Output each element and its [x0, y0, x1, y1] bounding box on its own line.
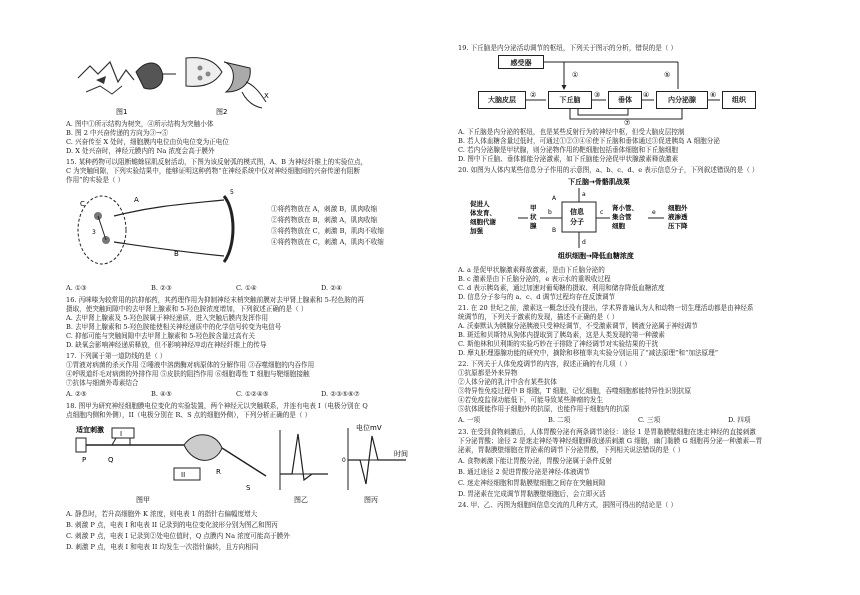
q20-d: d: [582, 239, 586, 246]
q23-stem-line2: 下分泌胃酸；途径 2 是迷走神经等神经细胞释放递质刺激 G 细胞，幽门黏膜 G 细胞再分泌一种激素—胃: [458, 437, 763, 445]
q15-choice-4: ④将药物放在 C，刺激 A，肌肉不收缩: [271, 238, 384, 246]
svg-text:B: B: [174, 250, 179, 258]
q23-stem-line3: 泌素，胃黏膜壁细胞在胃泌素的调节下分泌胃酸，下列相关说法错误的是（ ）: [458, 446, 685, 454]
fig1-neuron: [78, 62, 176, 116]
q24-stem: 24. 甲、乙、丙图为细胞间信息交流的几种方式，据图可得出的结论是（ ）: [458, 501, 678, 509]
q20-option-c: C. d 表示胰岛素，通过加速对葡萄糖的摄取、利用和储存降低血糖浓度: [458, 284, 665, 292]
q20-left-1: 促进人: [470, 200, 490, 208]
fig18-meter-1: I: [120, 430, 123, 438]
q20-stem: 20. 如图为人体内某些信息分子作用的示意图，a、b、c、d、e 表示信息分子，下列叙述错误的是（ ）: [458, 166, 759, 174]
fig18-time: 时间: [394, 450, 408, 458]
q15-choice-2: ②将药物放在 B，刺激 A，肌肉收缩: [271, 216, 378, 224]
q16-option-a: A. 去甲肾上腺素及 5-羟色胺属于神经递质，进入突触后膜内发挥作用: [66, 314, 269, 322]
q14-option-d: D. X 处兴奋时，神经元膜内的 Na 浓度会高于膜外: [66, 147, 215, 155]
q19-num-4: ④: [643, 91, 650, 99]
q14-option-c: C. 兴奋传至 X 处时，细胞膜内电位由负电位变为正电位: [66, 138, 229, 146]
q20-B: B: [552, 227, 557, 234]
fig18-zero: 0: [342, 457, 346, 464]
q15-stem-line2: C 为突触间隙，下列实验结果中，能够证明这种药物“在神经系统中仅对神经细胞间的兴奋传递有阻断: [66, 167, 361, 175]
q15-option-c: C. ①④: [236, 284, 257, 292]
q17-items-line2: ④呼吸道纤毛对病菌的外排作用 ⑤皮肤的阻挡作用 ⑥细胞毒性 T 细胞与靶细胞接触: [66, 370, 310, 378]
q22-option-b: B. 二项: [548, 416, 571, 424]
q18-option-b: B. 刺激 P 点，电表 I 和电表 II 记录到的电位变化波形分别为图乙和图丙: [66, 521, 278, 529]
fig2-label: 图2: [216, 108, 228, 116]
q19-num-1: ①: [572, 71, 579, 79]
q21-option-d: D. 摩丸胚理器腺功能的研究中，摘除和移植睾丸实验分别运用了“减法原理”和“加法原理”: [458, 349, 719, 357]
q20-jia-3: 腺: [530, 222, 537, 230]
q23-option-d: D. 胃泌素在完成调节胃黏膜壁细胞后，会立即灭活: [458, 490, 606, 498]
q14-option-b: B. 图 2 中兴奋传递的方向为③→⑤: [66, 129, 169, 137]
q20-jia-1: 甲: [530, 204, 537, 212]
q20-right-mid-3: 细胞: [612, 222, 625, 230]
q21-option-c: C. 斯他林和贝利斯的实验巧妙在于排除了神经调节对实验结果的干扰: [458, 340, 659, 348]
q20-option-b: B. c 激素是由下丘脑分泌的，e 表示水的重吸收过程: [458, 275, 611, 283]
q23-option-b: B. 通过途径 2 促进胃酸分泌是神经-体液调节: [458, 468, 590, 476]
q17-options: [66, 390, 406, 399]
fig18-ylabel: 电位mV: [356, 424, 382, 432]
q18-option-a: A. 静息时，若升高细胞外 K 浓度，则电表 1 的指针右偏幅度增大: [66, 510, 258, 518]
q20-c: c: [600, 209, 604, 216]
q15-option-a: A. ①③: [66, 284, 87, 292]
q15-option-b: B. ②③: [151, 284, 172, 292]
q20-A: A: [552, 195, 557, 202]
q17-option-d: D. ②③⑤⑥⑦: [321, 390, 360, 398]
q20-right-3: 压下降: [668, 222, 688, 230]
q14-figures: [66, 52, 296, 120]
fig18-point-s: S: [246, 484, 251, 492]
fig2-synapse: [186, 58, 269, 116]
q19-option-b: B. 若人体血糖含量过低时，可通过①②③④⑥使下丘脑和垂体通过③促进胰岛 A 细胞分泌: [458, 137, 720, 145]
q19-option-c: C. 若内分泌腺是甲状腺，则分泌物作用的靶细胞包括垂体细胞和下丘脑细胞: [458, 146, 679, 154]
q15-option-d: D. ②④: [321, 284, 343, 292]
box-hypothalamus: 下丘脑: [548, 91, 592, 109]
fig18-jia: [76, 425, 266, 504]
q20-b: b: [548, 209, 552, 216]
fig18-yi-label: 图乙: [294, 496, 308, 504]
fig18-stim-label: 适宜刺激: [76, 426, 104, 434]
fig1-label: 图1: [116, 108, 128, 116]
q15-options: [66, 284, 406, 293]
q22-item-1: ①抗原都是外来异物: [458, 369, 518, 377]
q20-right-mid-1: 肾小管、: [612, 204, 638, 212]
q20-left-4: 加强: [470, 227, 483, 235]
q20-center-2: 分子: [570, 218, 584, 226]
q20-right-1: 细胞外: [668, 204, 688, 212]
q18-option-c: C. 刺激 P 点，电表 I 记录到②处电位值时，Q 点膜内 Na 浓度可能高于膜外: [66, 532, 290, 540]
q19-diagram: [478, 55, 758, 125]
fig18-bing: [342, 423, 408, 504]
q19-option-d: D. 图中下丘脑、垂体都能分泌激素，如下丘脑能分泌促甲状腺激素释放激素: [458, 155, 679, 163]
q22-option-c: C. 三项: [638, 416, 661, 424]
q22-item-2: ②人体分泌的乳汁中含有某些抗体: [458, 378, 557, 386]
q17-items-line1: ①胃液对病菌的杀灭作用 ②唾液中溶菌酶对病原体的分解作用 ③吞噬细胞的内吞作用: [66, 361, 315, 369]
q17-option-b: B. ④⑤: [151, 390, 172, 398]
q21-option-b: B. 斑廷和贝斯特从狗体内提取到了胰岛素，这是人类发现的第一种激素: [458, 331, 665, 339]
q20-left-2: 体发育、: [470, 209, 496, 217]
q22-option-a: A. 一项: [458, 416, 481, 424]
q20-a: a: [582, 191, 586, 198]
fig18-bing-label: 图丙: [364, 496, 378, 504]
q22-item-3: ③特异性免疫过程中 B 细胞，T 细胞，记忆细胞，吞噬细胞都能特异性识别抗原: [458, 387, 692, 395]
fig18-yi: [280, 430, 328, 504]
q21-stem-line1: 21. 在 20 世纪之前，激素这一概念还没有提出，学术界普遍认为人和动物一切生理活动都是由神经系: [458, 304, 754, 312]
q19-num-5: ⑤: [664, 71, 671, 79]
svg-text:3: 3: [92, 229, 96, 236]
q23-stem-line1: 23. 在受到食物刺激后，人体胃酸分泌有两条调节途径：途径 1 是胃黏膜壁细胞在迷走神经的直接刺激: [458, 428, 756, 436]
q16-option-b: B. 去甲肾上腺素和 5-羟色胺能使相关神经递质中的化学信号转变为电信号: [66, 323, 282, 331]
q20-left-3: 细胞代谢: [470, 218, 496, 226]
q22-stem: 22. 下列关于人体免疫调节的内容，叙述正确的有几项（ ）: [458, 360, 631, 368]
svg-text:X: X: [264, 92, 269, 100]
q17-option-a: A. ②⑤: [66, 390, 87, 398]
q20-right-mid-2: 集合管: [612, 213, 632, 221]
q23-option-a: A. 食物刺激下能让胃酸分泌，胃酸分泌属于条件反射: [458, 457, 613, 465]
q22-options: [458, 416, 818, 425]
q20-jia-2: 状: [530, 213, 537, 221]
q19-num-7: ⑦: [624, 119, 631, 125]
q20-center-1: 信息: [570, 208, 584, 216]
q20-e: e: [652, 209, 656, 216]
box-gland: 内分泌腺: [656, 91, 708, 109]
q18-figures: [66, 420, 442, 506]
fig18-point-q: Q: [108, 456, 114, 464]
q18-stem-line2: 点细胞内侧和外侧），II（电极分别在 R、S 点的细胞外侧），下列分析正确的是（ ）: [66, 411, 312, 419]
q19-stem: 19. 下丘脑是内分泌活动调节的枢纽，下列关于图示的分析，错误的是（ ）: [458, 44, 678, 52]
q20-option-a: A. a 是促甲状腺激素释放激素，是由下丘脑分泌的: [458, 266, 605, 274]
q15-stem-line3: 作用”的实验是（ ）: [66, 176, 125, 184]
q19-num-3: ③: [594, 91, 601, 99]
q20-bottom: 组织细胞→降低血糖浓度: [558, 252, 634, 260]
q20-right-2: 液渗透: [668, 213, 688, 221]
q17-stem: 17. 下列属于第一道防线的是（ ）: [66, 352, 167, 360]
q23-option-c: C. 迷走神经细胞和胃黏膜壁细胞之间存在突触间隙: [458, 479, 606, 487]
fig18-point-r: R: [216, 468, 221, 476]
fig18-point-p: P: [82, 456, 87, 464]
q17-items-line3: ⑦抗体与细菌外毒素结合: [66, 379, 139, 387]
box-cortex: 大脑皮层: [478, 91, 526, 109]
q22-item-4: ④若免疫监视功能低下，可能导致某些肿瘤的发生: [458, 396, 604, 404]
fig18-meter-2: II: [181, 471, 186, 479]
q15-stem-line1: 15. 某种药物可以阻断蟾蜍屈肌反射活动，下图为该反射弧的模式图，A、B 为神经纤维上的实验位点，: [66, 158, 368, 166]
q14-option-a: A. 图中①所示结构为树突，④所示结构为突触小体: [66, 120, 214, 128]
box-tissue: 组织: [722, 91, 756, 109]
fig18-jia-label: 图甲: [136, 496, 150, 504]
q15-reflex-arc-figure: [74, 186, 244, 274]
q19-num-2: ②: [530, 91, 537, 99]
q16-stem-line2: 摄取，使突触间隙中的去甲肾上腺素和 5-羟色胺浓度增加，下列叙述正确的是（ ）: [66, 305, 308, 313]
q16-stem-line1: 16. 丙咪嗪为较常用的抗抑郁药，其药理作用为抑制神经末梢突触前膜对去甲肾上腺素和 5-羟色胺的再: [66, 296, 365, 304]
q19-arrows: [478, 55, 758, 125]
svg-text:5: 5: [230, 189, 234, 196]
box-pituitary: 垂体: [608, 91, 642, 109]
q16-option-d: D. 缺氧会影响神经递质释放，但不影响神经冲动在神经纤维上的传导: [66, 341, 267, 349]
q20-top: 下丘脑→骨骼肌战栗: [568, 178, 630, 186]
q18-stem-line1: 18. 图甲为研究神经细胞膜电位变化的实验装置，两个神经元以突触联系，并连有电表 I（电极分别在 Q: [66, 402, 368, 410]
svg-text:C: C: [80, 200, 85, 208]
q15-choice-1: ①将药物放在 A，刺激 B，肌肉收缩: [271, 205, 378, 213]
q20-option-d: D. 信息分子参与的 a、c、d 调节过程均存在反馈调节: [458, 293, 616, 301]
q15-choice-3: ③将药物放在 C，刺激 B，肌肉不收缩: [271, 227, 384, 235]
q21-stem-line2: 统调节的，下列关于激素的发现，描述不正确的是（ ）: [458, 313, 619, 321]
box-receptor: 感受器: [498, 55, 544, 69]
q19-option-a: A. 下丘脑是内分泌的枢纽，也是某些反射行为的神经中枢，但受大脑皮层控制: [458, 128, 685, 136]
svg-text:A: A: [134, 196, 139, 204]
q21-option-a: A. 沃泰默认为胰腺分泌胰液只受神经调节，不受激素调节，胰液分泌属于神经调节: [458, 322, 698, 330]
q16-option-c: C. 抑郁可能与突触间隙中去甲肾上腺素和 5-羟色胺含量过高有关: [66, 332, 255, 340]
q22-option-d: D. 四项: [728, 416, 751, 424]
q18-option-d: D. 刺激 P 点，电表 I 和电表 II 均发生一次指针偏转，且方向相同: [66, 543, 259, 551]
q17-option-c: C. ①②④⑤: [236, 390, 269, 398]
q20-diagram: [468, 176, 718, 264]
q22-item-5: ⑤抗体既能作用于细胞外的抗原，也能作用于细胞内的抗原: [458, 405, 630, 413]
q19-num-6: ⑥: [710, 91, 717, 99]
